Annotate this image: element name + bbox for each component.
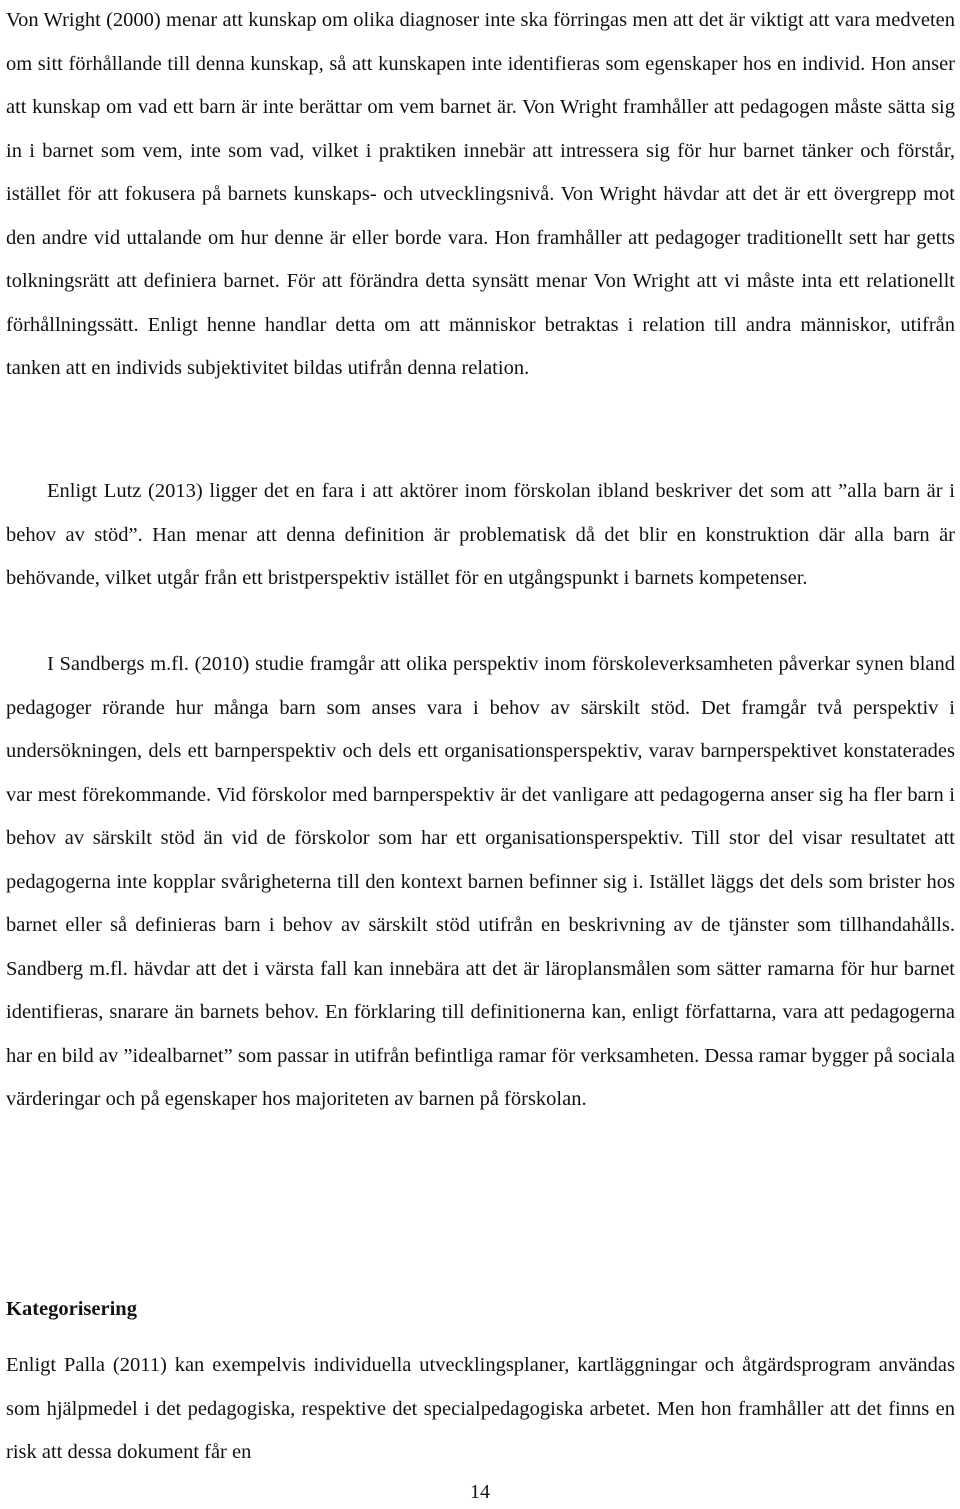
paragraph-von-wright: Von Wright (2000) menar att kunskap om olika diagnoser inte ska förringas men att det är viktigt att vara medveten om sitt förhållande till denna kunskap, så att kunskapen inte identifieras som egenskaper hos en individ. Hon anser att kunskap om vad ett barn är inte berättar om vem barnet är. Von Wright framhåller att pedagogen måste sätta sig in i barnet som vem, inte som vad, vilket i praktiken innebär att intressera sig för hur barnet tänker och förstår, istället för att fokusera på barnets kunskaps- och utvecklingsnivå. Von Wright hävdar att det är ett övergrepp mot den andre vid uttalande om hur denne är eller borde vara. Hon framhåller att pedagoger traditionellt sett har getts tolkningsrätt att definiera barnet. För att förändra detta synsätt menar Von Wright att vi måste inta ett relationellt förhållningssätt. Enligt henne handlar detta om att människor betraktas i relation till andra människor, utifrån tanken att en individs subjektivitet bildas utifrån denna relation. (6, 9, 955, 379)
section-heading: Kategorisering (6, 1298, 137, 1320)
page-number: 14 (470, 1481, 490, 1503)
paragraph-sandberg: I Sandbergs m.fl. (2010) studie framgår att olika perspektiv inom förskoleverksamheten påverkar synen bland pedagoger rörande hur många barn som anses vara i behov av särskilt stöd. Det framgår två perspektiv i undersökningen, dels ett barnperspektiv och dels ett organisationsperspektiv, varav barnperspektivet konstaterades var mest förekommande. Vid förskolor med barnperspektiv är det vanligare att pedagogerna anser sig ha fler barn i behov av särskilt stöd än vid de förskolor som har ett organisationsperspektiv. Till stor del visar resultatet att pedagogerna inte kopplar svårigheterna till den kontext barnen befinner sig i. Istället läggs det dels som brister hos barnet eller så definieras barn i behov av särskilt stöd utifrån en beskrivning av de tjänster som tillhandahålls. Sandberg m.fl. hävdar att det i värsta fall kan innebära att det är läroplansmålen som sätter ramarna för hur barnet identifieras, snarare än barnets behov. En förklaring till definitionerna kan, enligt författarna, vara att pedagogerna har en bild av ”idealbarnet” som passar in utifrån befintliga ramar för verksamheten. Dessa ramar bygger på sociala värderingar och på egenskaper hos majoriteten av barnen på förskolan. (6, 653, 955, 1110)
paragraph-lutz: Enligt Lutz (2013) ligger det en fara i att aktörer inom förskolan ibland beskriver det som att ”alla barn är i behov av stöd”. Han menar att denna definition är problematisk då det blir en konstruktion där alla barn är behövande, vilket utgår från ett bristperspektiv istället för en utgångspunkt i barnets kompetenser. (6, 480, 955, 589)
paragraph-palla: Enligt Palla (2011) kan exempelvis individuella utvecklingsplaner, kartläggningar och åtgärdsprogram användas som hjälpmedel i det pedagogiska, respektive det specialpedagogiska arbetet. Men hon framhåller att det finns en risk att dessa dokument får en (6, 1354, 955, 1463)
